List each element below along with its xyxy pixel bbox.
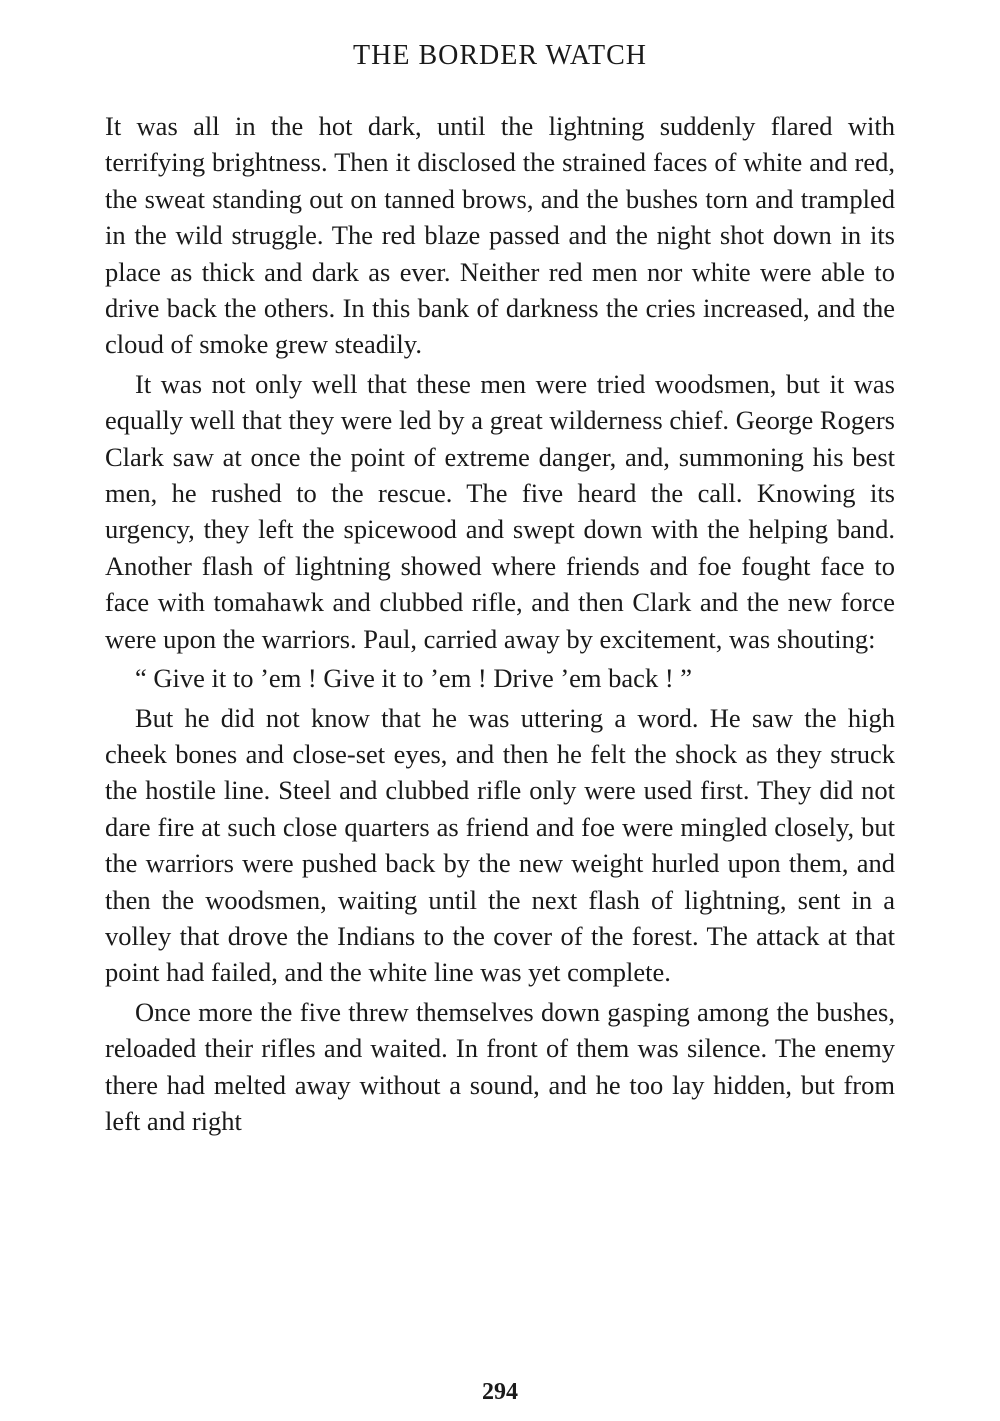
paragraph-2: It was not only well that these men were tried woodsmen, but it was equally well that they were led by a great wilderness chief. George Rogers Clark saw at once the point of extreme danger, and, summoning his best men, he rushed to the rescue. The five heard the call. Knowing its urgency, they left the spicewood and swept down with the helping band. Another flash of lightning showed where friends and foe fought face to face with tomahawk and clubbed rifle, and then Clark and the new force were upon the warriors. Paul, carried away by excitement, was shouting: (105, 368, 895, 654)
running-title: THE BORDER WATCH (353, 40, 647, 71)
paragraph-4: But he did not know that he was uttering a word. He saw the high cheek bones and close-set eyes, and then he felt the shock as they struck the hostile line. Steel and clubbed rifle only were used first. They did not dare fire at such close quarters as friend and foe were mingled closely, but the warriors were pushed back by the new weight hurled upon them, and then the woodsmen, waiting until the next flash of lightning, sent in a volley that drove the Indians to the cover of the forest. The attack at that point had failed, and the white line was yet complete. (105, 702, 895, 988)
paragraph-3-dialogue: “ Give it to ’em ! Give it to ’em ! Drive ’em back ! ” (135, 663, 693, 694)
paragraph-5: Once more the five threw themselves down gasping among the bushes, reloaded their rifles and waited. In front of them was silence. The enemy there had melted away without a sound, and he too lay hidden, but from left and right (105, 996, 895, 1136)
paragraph-1: It was all in the hot dark, until the lightning suddenly flared with terrifying brightness. Then it disclosed the strained faces of white and red, the sweat standing out on tanned brows, and the bushes torn and trampled in the wild struggle. The red blaze passed and the night shot down in its place as thick and dark as ever. Neither red men nor white were able to drive back the others. In this bank of darkness the cries increased, and the cloud of smoke grew steadily. (105, 111, 895, 360)
body-text (105, 108, 895, 1142)
page-number: 294 (482, 1379, 518, 1405)
